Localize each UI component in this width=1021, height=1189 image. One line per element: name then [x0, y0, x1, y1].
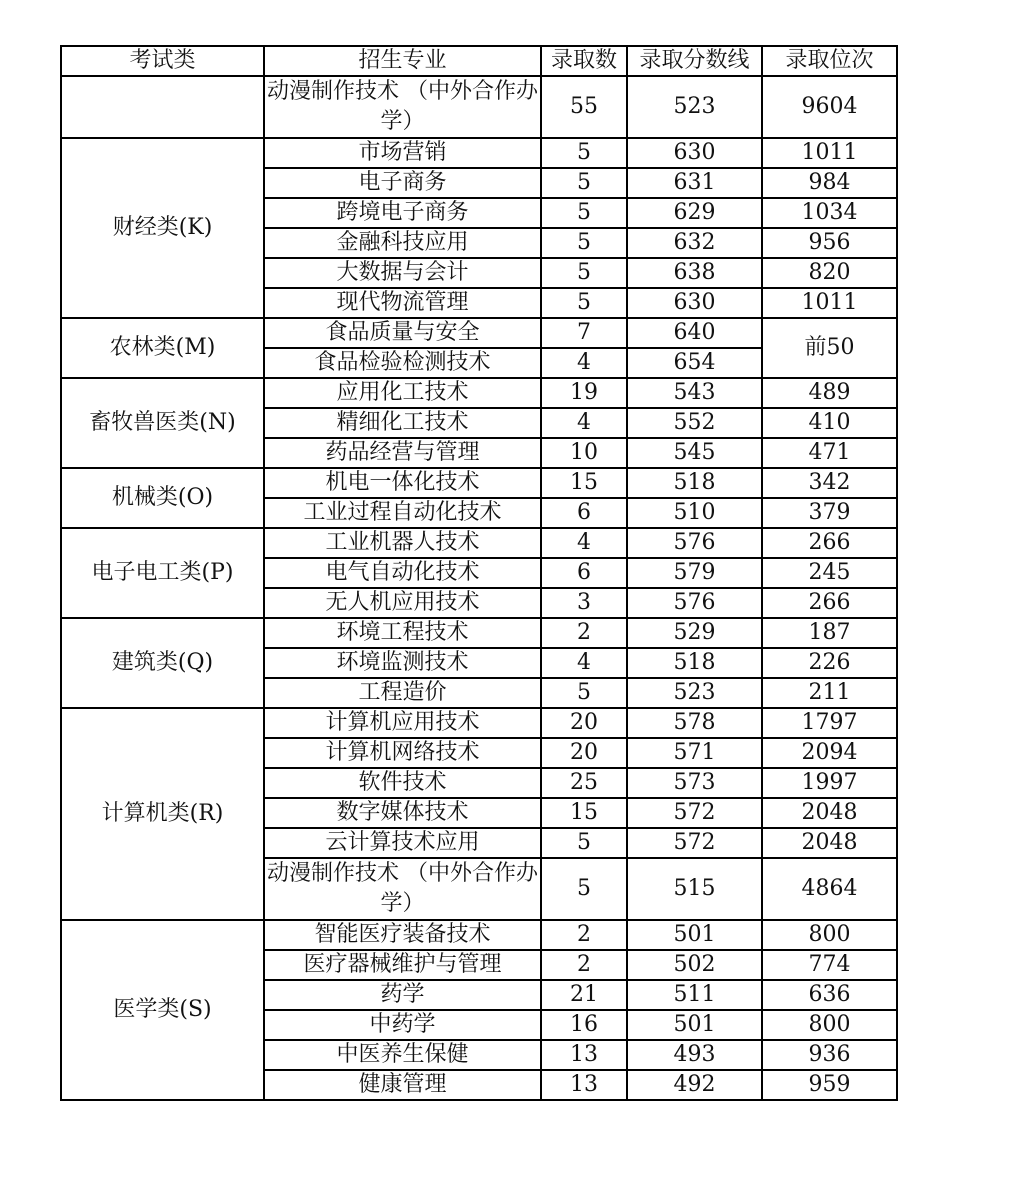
count-cell: 4: [541, 408, 627, 438]
count-cell: 21: [541, 980, 627, 1010]
count-cell: 5: [541, 168, 627, 198]
count-cell: 19: [541, 378, 627, 408]
count-cell: 5: [541, 228, 627, 258]
major-cell: 软件技术: [264, 768, 541, 798]
major-cell: 电气自动化技术: [264, 558, 541, 588]
count-cell: 5: [541, 258, 627, 288]
rank-cell: 936: [762, 1040, 897, 1070]
score-cell: 576: [627, 528, 762, 558]
rank-cell: 前50: [762, 318, 897, 378]
count-cell: 2: [541, 920, 627, 950]
score-cell: 552: [627, 408, 762, 438]
score-cell: 631: [627, 168, 762, 198]
major-cell: 工程造价: [264, 678, 541, 708]
major-cell: 工业机器人技术: [264, 528, 541, 558]
count-cell: 16: [541, 1010, 627, 1040]
table-row: [61, 708, 897, 738]
count-cell: 4: [541, 528, 627, 558]
rank-cell: 1797: [762, 708, 897, 738]
major-cell: 中药学: [264, 1010, 541, 1040]
count-cell: 55: [541, 76, 627, 138]
score-cell: 629: [627, 198, 762, 228]
rank-cell: 820: [762, 258, 897, 288]
major-cell: 智能医疗装备技术: [264, 920, 541, 950]
count-cell: 20: [541, 738, 627, 768]
major-cell: 金融科技应用: [264, 228, 541, 258]
count-cell: 5: [541, 138, 627, 168]
table-row: [61, 618, 897, 648]
score-cell: 493: [627, 1040, 762, 1070]
rank-cell: 1011: [762, 138, 897, 168]
score-cell: 515: [627, 858, 762, 920]
header-count: 录取数: [541, 46, 627, 76]
count-cell: 5: [541, 858, 627, 920]
rank-cell: 489: [762, 378, 897, 408]
category-cell: [61, 76, 264, 138]
rank-cell: 800: [762, 1010, 897, 1040]
category-cell: 财经类(K): [61, 138, 264, 318]
major-cell: 健康管理: [264, 1070, 541, 1100]
category-cell: 电子电工类(P): [61, 528, 264, 618]
rank-cell: 1034: [762, 198, 897, 228]
major-cell: 计算机应用技术: [264, 708, 541, 738]
score-cell: 640: [627, 318, 762, 348]
major-cell: 工业过程自动化技术: [264, 498, 541, 528]
score-cell: 654: [627, 348, 762, 378]
score-cell: 523: [627, 76, 762, 138]
major-cell: 无人机应用技术: [264, 588, 541, 618]
rank-cell: 1011: [762, 288, 897, 318]
rank-cell: 266: [762, 528, 897, 558]
count-cell: 10: [541, 438, 627, 468]
score-cell: 523: [627, 678, 762, 708]
count-cell: 13: [541, 1040, 627, 1070]
count-cell: 6: [541, 498, 627, 528]
score-cell: 502: [627, 950, 762, 980]
score-cell: 501: [627, 1010, 762, 1040]
rank-cell: 2048: [762, 828, 897, 858]
score-cell: 545: [627, 438, 762, 468]
score-cell: 576: [627, 588, 762, 618]
count-cell: 2: [541, 618, 627, 648]
major-cell: 精细化工技术: [264, 408, 541, 438]
major-cell: 计算机网络技术: [264, 738, 541, 768]
major-cell: 医疗器械维护与管理: [264, 950, 541, 980]
rank-cell: 211: [762, 678, 897, 708]
rank-cell: 187: [762, 618, 897, 648]
count-cell: 5: [541, 828, 627, 858]
score-cell: 529: [627, 618, 762, 648]
major-cell: 电子商务: [264, 168, 541, 198]
major-cell: 环境监测技术: [264, 648, 541, 678]
rank-cell: 342: [762, 468, 897, 498]
score-cell: 630: [627, 138, 762, 168]
category-cell: 计算机类(R): [61, 708, 264, 920]
rank-cell: 636: [762, 980, 897, 1010]
major-cell: 药品经营与管理: [264, 438, 541, 468]
rank-cell: 774: [762, 950, 897, 980]
score-cell: 573: [627, 768, 762, 798]
count-cell: 4: [541, 648, 627, 678]
rank-cell: 471: [762, 438, 897, 468]
major-cell: 中医养生保健: [264, 1040, 541, 1070]
score-cell: 578: [627, 708, 762, 738]
major-cell: 机电一体化技术: [264, 468, 541, 498]
score-cell: 572: [627, 798, 762, 828]
count-cell: 5: [541, 198, 627, 228]
score-cell: 543: [627, 378, 762, 408]
major-cell: 数字媒体技术: [264, 798, 541, 828]
table-row: [61, 468, 897, 498]
rank-cell: 984: [762, 168, 897, 198]
count-cell: 15: [541, 468, 627, 498]
rank-cell: 800: [762, 920, 897, 950]
major-cell: 云计算技术应用: [264, 828, 541, 858]
count-cell: 13: [541, 1070, 627, 1100]
header-category: 考试类: [61, 46, 264, 76]
count-cell: 5: [541, 288, 627, 318]
count-cell: 7: [541, 318, 627, 348]
rank-cell: 245: [762, 558, 897, 588]
count-cell: 6: [541, 558, 627, 588]
rank-cell: 266: [762, 588, 897, 618]
major-cell: 食品检验检测技术: [264, 348, 541, 378]
count-cell: 5: [541, 678, 627, 708]
header-score: 录取分数线: [627, 46, 762, 76]
rank-cell: 2048: [762, 798, 897, 828]
admission-table: [60, 45, 898, 1101]
score-cell: 518: [627, 648, 762, 678]
major-cell: 现代物流管理: [264, 288, 541, 318]
count-cell: 20: [541, 708, 627, 738]
header-major: 招生专业: [264, 46, 541, 76]
rank-cell: 956: [762, 228, 897, 258]
rank-cell: 379: [762, 498, 897, 528]
count-cell: 2: [541, 950, 627, 980]
table-row: [61, 378, 897, 408]
table-body: [61, 76, 897, 1100]
major-cell: 药学: [264, 980, 541, 1010]
major-cell: 动漫制作技术 （中外合作办学）: [264, 76, 541, 138]
table-row: [61, 76, 897, 138]
rank-cell: 9604: [762, 76, 897, 138]
category-cell: 机械类(O): [61, 468, 264, 528]
major-cell: 动漫制作技术 （中外合作办学）: [264, 858, 541, 920]
rank-cell: 4864: [762, 858, 897, 920]
count-cell: 15: [541, 798, 627, 828]
rank-cell: 1997: [762, 768, 897, 798]
count-cell: 25: [541, 768, 627, 798]
table-row: [61, 920, 897, 950]
major-cell: 环境工程技术: [264, 618, 541, 648]
count-cell: 4: [541, 348, 627, 378]
score-cell: 492: [627, 1070, 762, 1100]
score-cell: 510: [627, 498, 762, 528]
rank-cell: 226: [762, 648, 897, 678]
score-cell: 571: [627, 738, 762, 768]
score-cell: 638: [627, 258, 762, 288]
score-cell: 518: [627, 468, 762, 498]
major-cell: 市场营销: [264, 138, 541, 168]
score-cell: 630: [627, 288, 762, 318]
rank-cell: 959: [762, 1070, 897, 1100]
rank-cell: 2094: [762, 738, 897, 768]
score-cell: 501: [627, 920, 762, 950]
count-cell: 3: [541, 588, 627, 618]
category-cell: 畜牧兽医类(N): [61, 378, 264, 468]
header-row: [61, 46, 897, 76]
rank-cell: 410: [762, 408, 897, 438]
major-cell: 应用化工技术: [264, 378, 541, 408]
score-cell: 632: [627, 228, 762, 258]
table-row: [61, 528, 897, 558]
major-cell: 食品质量与安全: [264, 318, 541, 348]
category-cell: 医学类(S): [61, 920, 264, 1100]
table-row: [61, 318, 897, 348]
category-cell: 农林类(M): [61, 318, 264, 378]
category-cell: 建筑类(Q): [61, 618, 264, 708]
major-cell: 大数据与会计: [264, 258, 541, 288]
score-cell: 579: [627, 558, 762, 588]
major-cell: 跨境电子商务: [264, 198, 541, 228]
table-row: [61, 138, 897, 168]
score-cell: 511: [627, 980, 762, 1010]
header-rank: 录取位次: [762, 46, 897, 76]
score-cell: 572: [627, 828, 762, 858]
